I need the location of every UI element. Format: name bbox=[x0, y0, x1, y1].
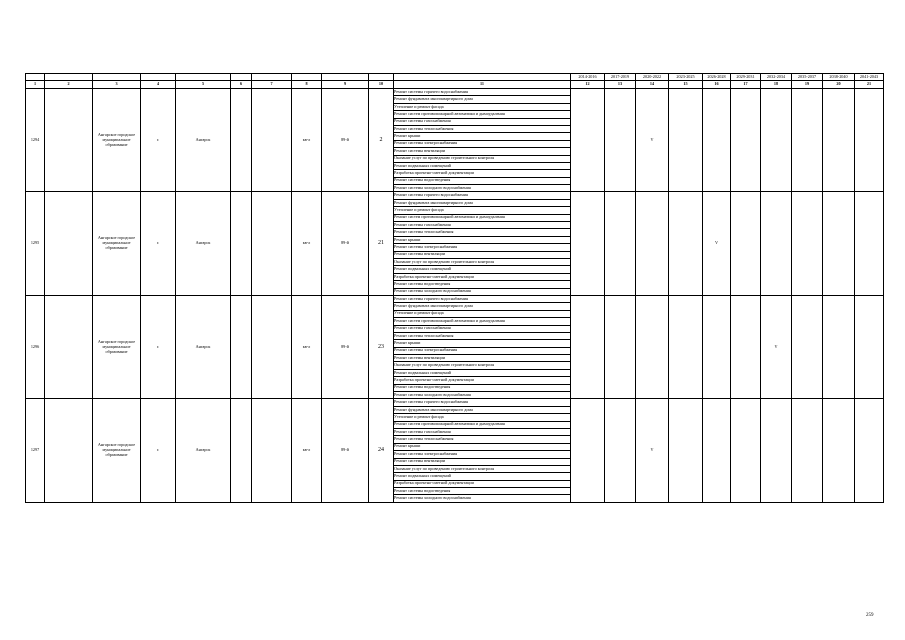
period-cell bbox=[703, 89, 731, 192]
record-number: 1296 bbox=[26, 295, 45, 398]
column-number: 15 bbox=[669, 81, 703, 89]
blank-header-cell bbox=[369, 74, 394, 81]
work-type: Ремонт системы электроснабжения bbox=[394, 451, 571, 458]
work-type: Ремонт подвальных помещений bbox=[394, 162, 571, 169]
blank-header-cell bbox=[93, 74, 141, 81]
work-type: Ремонт системы теплоснабжения bbox=[394, 229, 571, 236]
period-header: 2032-2034 bbox=[761, 74, 792, 81]
work-type: Ремонт системы газоснабжения bbox=[394, 325, 571, 332]
work-type: Утепление и ремонт фасада bbox=[394, 207, 571, 214]
work-type: Ремонт фундамента многоквартирного дома bbox=[394, 406, 571, 413]
capital-repair-schedule-table bbox=[25, 73, 884, 503]
blank-cell bbox=[252, 89, 292, 192]
period-cell bbox=[669, 192, 703, 295]
blank-cell bbox=[252, 295, 292, 398]
period-cell bbox=[605, 295, 636, 398]
column-number: 10 bbox=[369, 81, 394, 89]
column-number: 3 bbox=[93, 81, 141, 89]
period-cell bbox=[823, 295, 855, 398]
blank-header-cell bbox=[394, 74, 571, 81]
period-header: 2038-2040 bbox=[823, 74, 855, 81]
region-cell bbox=[45, 399, 93, 502]
work-type: Ремонт системы водоотведения bbox=[394, 177, 571, 184]
table-row bbox=[26, 295, 884, 302]
work-type: Разработка проектно-сметной документации bbox=[394, 273, 571, 280]
city-prefix: г. bbox=[141, 295, 176, 398]
work-type: Ремонт системы теплоснабжения bbox=[394, 332, 571, 339]
work-type: Ремонт системы вентиляции bbox=[394, 148, 571, 155]
period-header-row bbox=[26, 74, 884, 81]
municipality: Ангарское городское муниципальное образование bbox=[93, 192, 141, 295]
blank-cell bbox=[252, 399, 292, 502]
work-type: Оказание услуг по проведению строительного контроля bbox=[394, 155, 571, 162]
work-type: Разработка проектно-сметной документации bbox=[394, 480, 571, 487]
work-type: Ремонт системы газоснабжения bbox=[394, 118, 571, 125]
blank-cell bbox=[231, 192, 252, 295]
period-mark: V bbox=[703, 192, 731, 295]
blank-header-cell bbox=[252, 74, 292, 81]
work-type: Ремонт системы вентиляции bbox=[394, 251, 571, 258]
work-type: Ремонт подвальных помещений bbox=[394, 369, 571, 376]
city-prefix: г. bbox=[141, 89, 176, 192]
work-type: Ремонт системы газоснабжения bbox=[394, 222, 571, 229]
period-cell bbox=[731, 192, 761, 295]
street: 89-й bbox=[322, 399, 369, 502]
work-type: Ремонт системы горячего водоснабжения bbox=[394, 192, 571, 199]
work-type: Ремонт крыши bbox=[394, 133, 571, 140]
column-number: 21 bbox=[855, 81, 884, 89]
city: Ангарск bbox=[176, 399, 231, 502]
blank-header-cell bbox=[231, 74, 252, 81]
street-type: кв-л bbox=[292, 295, 322, 398]
period-mark: V bbox=[636, 399, 669, 502]
work-type: Ремонт системы водоотведения bbox=[394, 488, 571, 495]
work-type: Ремонт систем противопожарной автоматики и дымоудаления bbox=[394, 111, 571, 118]
blank-header-cell bbox=[176, 74, 231, 81]
blank-cell bbox=[252, 192, 292, 295]
house-number: 24 bbox=[369, 399, 394, 502]
period-cell bbox=[731, 295, 761, 398]
blank-cell bbox=[231, 295, 252, 398]
period-cell bbox=[669, 399, 703, 502]
period-cell bbox=[636, 192, 669, 295]
column-number: 19 bbox=[792, 81, 823, 89]
period-cell bbox=[823, 192, 855, 295]
period-cell bbox=[703, 295, 731, 398]
work-type: Ремонт системы горячего водоснабжения bbox=[394, 399, 571, 406]
blank-cell bbox=[231, 399, 252, 502]
blank-cell bbox=[231, 89, 252, 192]
period-cell bbox=[605, 89, 636, 192]
work-type: Утепление и ремонт фасада bbox=[394, 414, 571, 421]
column-number: 18 bbox=[761, 81, 792, 89]
city: Ангарск bbox=[176, 89, 231, 192]
period-cell bbox=[731, 399, 761, 502]
work-type: Ремонт системы газоснабжения bbox=[394, 428, 571, 435]
column-number: 7 bbox=[252, 81, 292, 89]
work-type: Ремонт системы водоотведения bbox=[394, 281, 571, 288]
period-header: 2029-2031 bbox=[731, 74, 761, 81]
period-cell bbox=[855, 89, 884, 192]
region-cell bbox=[45, 89, 93, 192]
blank-header-cell bbox=[322, 74, 369, 81]
column-number: 9 bbox=[322, 81, 369, 89]
work-type: Ремонт системы теплоснабжения bbox=[394, 436, 571, 443]
blank-header-cell bbox=[292, 74, 322, 81]
period-cell bbox=[761, 89, 792, 192]
period-cell bbox=[571, 89, 605, 192]
page-number: 259 bbox=[866, 613, 874, 618]
period-cell bbox=[823, 89, 855, 192]
work-type: Ремонт системы горячего водоснабжения bbox=[394, 295, 571, 302]
work-type: Ремонт системы электроснабжения bbox=[394, 140, 571, 147]
work-type: Ремонт системы вентиляции bbox=[394, 355, 571, 362]
period-header: 2017-2019 bbox=[605, 74, 636, 81]
municipality: Ангарское городское муниципальное образование bbox=[93, 89, 141, 192]
city-prefix: г. bbox=[141, 399, 176, 502]
period-cell bbox=[792, 295, 823, 398]
column-number-row bbox=[26, 81, 884, 89]
work-type: Ремонт системы холодного водоснабжения bbox=[394, 185, 571, 192]
work-type: Утепление и ремонт фасада bbox=[394, 310, 571, 317]
work-type: Ремонт крыши bbox=[394, 443, 571, 450]
municipality: Ангарское городское муниципальное образование bbox=[93, 399, 141, 502]
period-cell bbox=[792, 399, 823, 502]
work-type: Разработка проектно-сметной документации bbox=[394, 170, 571, 177]
period-cell bbox=[669, 295, 703, 398]
period-header: 2020-2022 bbox=[636, 74, 669, 81]
column-number: 12 bbox=[571, 81, 605, 89]
work-type: Ремонт крыши bbox=[394, 236, 571, 243]
city: Ангарск bbox=[176, 295, 231, 398]
period-cell bbox=[761, 399, 792, 502]
period-cell bbox=[823, 399, 855, 502]
work-type: Оказание услуг по проведению строительного контроля bbox=[394, 465, 571, 472]
work-type: Ремонт системы холодного водоснабжения bbox=[394, 288, 571, 295]
street-type: кв-л bbox=[292, 192, 322, 295]
period-cell bbox=[731, 89, 761, 192]
work-type: Ремонт системы вентиляции bbox=[394, 458, 571, 465]
municipality: Ангарское городское муниципальное образование bbox=[93, 295, 141, 398]
table-row bbox=[26, 89, 884, 96]
period-cell bbox=[571, 295, 605, 398]
period-cell bbox=[792, 192, 823, 295]
work-type: Ремонт системы электроснабжения bbox=[394, 244, 571, 251]
work-type: Ремонт системы холодного водоснабжения bbox=[394, 392, 571, 399]
work-type: Оказание услуг по проведению строительного контроля bbox=[394, 258, 571, 265]
work-type: Ремонт системы теплоснабжения bbox=[394, 125, 571, 132]
period-cell bbox=[571, 192, 605, 295]
work-type: Ремонт систем противопожарной автоматики и дымоудаления bbox=[394, 214, 571, 221]
blank-header-cell bbox=[26, 74, 45, 81]
period-header: 2023-2025 bbox=[669, 74, 703, 81]
work-type: Ремонт систем противопожарной автоматики и дымоудаления bbox=[394, 318, 571, 325]
house-number: 23 bbox=[369, 295, 394, 398]
work-type: Ремонт системы горячего водоснабжения bbox=[394, 89, 571, 96]
work-type: Ремонт систем противопожарной автоматики и дымоудаления bbox=[394, 421, 571, 428]
street-type: кв-л bbox=[292, 89, 322, 192]
period-cell bbox=[761, 192, 792, 295]
table-row bbox=[26, 399, 884, 406]
city: Ангарск bbox=[176, 192, 231, 295]
period-cell bbox=[855, 399, 884, 502]
blank-header-cell bbox=[141, 74, 176, 81]
work-type: Ремонт фундамента многоквартирного дома bbox=[394, 96, 571, 103]
street: 89-й bbox=[322, 89, 369, 192]
period-cell bbox=[669, 89, 703, 192]
table-row bbox=[26, 192, 884, 199]
period-header: 2035-2037 bbox=[792, 74, 823, 81]
record-number: 1297 bbox=[26, 399, 45, 502]
record-number: 1295 bbox=[26, 192, 45, 295]
period-cell bbox=[636, 295, 669, 398]
work-type: Утепление и ремонт фасада bbox=[394, 103, 571, 110]
period-cell bbox=[855, 192, 884, 295]
column-number: 8 bbox=[292, 81, 322, 89]
house-number: 2 bbox=[369, 89, 394, 192]
work-type: Ремонт системы водоотведения bbox=[394, 384, 571, 391]
city-prefix: г. bbox=[141, 192, 176, 295]
work-type: Ремонт системы холодного водоснабжения bbox=[394, 495, 571, 502]
column-number: 20 bbox=[823, 81, 855, 89]
street: 89-й bbox=[322, 192, 369, 295]
work-type: Оказание услуг по проведению строительного контроля bbox=[394, 362, 571, 369]
period-cell bbox=[571, 399, 605, 502]
period-mark: V bbox=[761, 295, 792, 398]
column-number: 17 bbox=[731, 81, 761, 89]
work-type: Ремонт подвальных помещений bbox=[394, 266, 571, 273]
column-number: 14 bbox=[636, 81, 669, 89]
work-type: Ремонт системы электроснабжения bbox=[394, 347, 571, 354]
work-type: Ремонт фундамента многоквартирного дома bbox=[394, 199, 571, 206]
street-type: кв-л bbox=[292, 399, 322, 502]
house-number: 21 bbox=[369, 192, 394, 295]
period-header: 2014-2016 bbox=[571, 74, 605, 81]
column-number: 11 bbox=[394, 81, 571, 89]
column-number: 1 bbox=[26, 81, 45, 89]
region-cell bbox=[45, 295, 93, 398]
region-cell bbox=[45, 192, 93, 295]
column-number: 5 bbox=[176, 81, 231, 89]
period-cell bbox=[605, 399, 636, 502]
street: 89-й bbox=[322, 295, 369, 398]
work-type: Ремонт подвальных помещений bbox=[394, 473, 571, 480]
column-number: 13 bbox=[605, 81, 636, 89]
column-number: 4 bbox=[141, 81, 176, 89]
period-cell bbox=[792, 89, 823, 192]
column-number: 6 bbox=[231, 81, 252, 89]
period-header: 2041-2043 bbox=[855, 74, 884, 81]
period-cell bbox=[605, 192, 636, 295]
record-number: 1294 bbox=[26, 89, 45, 192]
blank-header-cell bbox=[45, 74, 93, 81]
period-cell bbox=[703, 399, 731, 502]
work-type: Разработка проектно-сметной документации bbox=[394, 377, 571, 384]
work-type: Ремонт фундамента многоквартирного дома bbox=[394, 303, 571, 310]
column-number: 2 bbox=[45, 81, 93, 89]
period-cell bbox=[855, 295, 884, 398]
period-mark: V bbox=[636, 89, 669, 192]
column-number: 16 bbox=[703, 81, 731, 89]
work-type: Ремонт крыши bbox=[394, 340, 571, 347]
period-header: 2026-2028 bbox=[703, 74, 731, 81]
